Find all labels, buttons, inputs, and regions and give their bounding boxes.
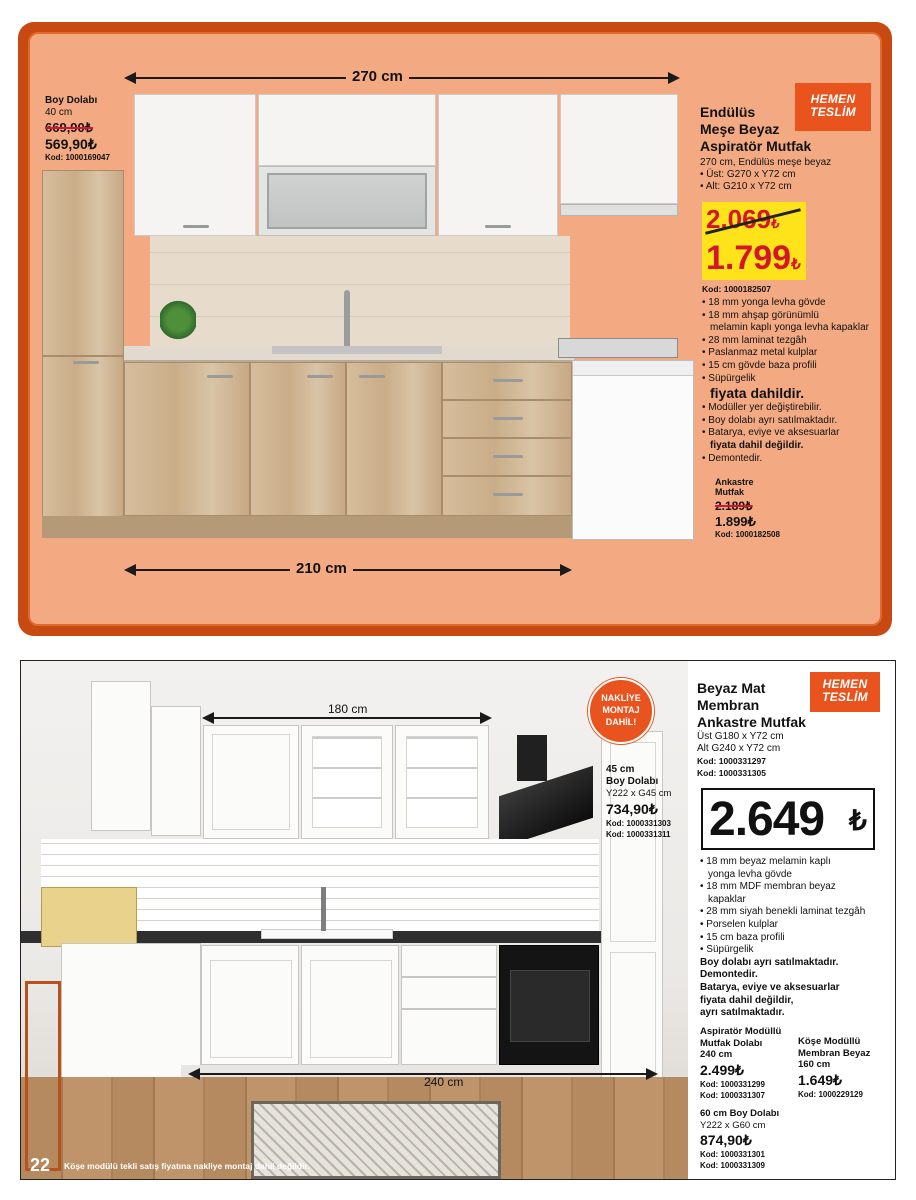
boy-old-price: 669,90₺ <box>45 120 94 135</box>
drawer <box>401 945 497 977</box>
feature-2b: melamin kaplı yonga levha kapaklar <box>710 322 869 334</box>
kose-line-1: Köşe Modüllü <box>798 1036 861 1047</box>
base-cabinet <box>346 362 442 516</box>
sink <box>261 929 393 939</box>
top-product-info <box>700 104 880 193</box>
product-title-1: Endülüs <box>700 104 756 120</box>
product-desc: 270 cm, Endülüs meşe beyaz <box>700 157 832 168</box>
plinth <box>42 516 572 538</box>
hemen-label: HEMEN <box>822 677 868 691</box>
teslim-label: TESLİM <box>810 105 856 119</box>
wall-cabinet <box>438 94 558 236</box>
price-currency: ₺ <box>849 805 867 836</box>
note-2: • Boy dolabı ayrı satılmaktadır. <box>702 414 838 426</box>
base-cabinet <box>61 943 201 1083</box>
nakliye-line-2: MONTAJ <box>602 705 640 715</box>
note-4: • Demontedir. <box>702 452 763 464</box>
ankastre-new-price: 1.899₺ <box>715 514 756 529</box>
kose-price: 1.649₺ <box>798 1071 842 1088</box>
boy45-size: Y222 x G45 cm <box>606 788 672 799</box>
aspirator-price: 2.499₺ <box>700 1061 744 1078</box>
base-cabinet <box>124 362 250 516</box>
boy45-code-2: Kod: 1000331311 <box>606 830 671 839</box>
new-price: 1.799₺ <box>706 239 801 277</box>
feature-1b: yonga levha gövde <box>708 868 792 880</box>
kitchen-image-bottom <box>21 661 688 1179</box>
backsplash <box>150 236 570 348</box>
base-cabinet <box>250 362 346 516</box>
note-2: Demontedir. <box>700 969 758 981</box>
aspirator-line-3: 240 cm <box>700 1049 733 1060</box>
product-spec-1: Üst G180 x Y72 cm <box>697 731 784 742</box>
feature-4: • Porselen kulplar <box>700 918 778 930</box>
sink <box>272 346 442 354</box>
ankastre-title-1: Ankastre <box>715 477 754 487</box>
bottom-product-info <box>697 677 887 779</box>
corner-wall-cabinet <box>91 681 151 831</box>
wall-cabinet <box>560 94 678 204</box>
dimension-180 <box>202 702 492 728</box>
kose-line-3: 160 cm <box>798 1059 831 1070</box>
boy-dolabi-info <box>45 95 135 162</box>
dimension-270-label: 270 cm <box>346 68 409 85</box>
product-title-2: Meşe Beyaz <box>700 121 780 137</box>
faucet <box>344 290 350 350</box>
feature-3: • 28 mm laminat tezgâh <box>702 334 807 346</box>
note-5: ayrı satılmaktadır. <box>700 1007 785 1019</box>
boy45-price: 734,90₺ <box>606 801 658 817</box>
feature-4: • Paslanmaz metal kulplar <box>702 347 818 359</box>
aspirator-line-2: Mutfak Dolabı <box>700 1037 763 1049</box>
toaster-oven <box>41 887 137 947</box>
top-features <box>702 283 882 465</box>
nakliye-line-3: DAHİL! <box>605 717 637 727</box>
boy60-code-1: Kod: 1000331301 <box>700 1150 765 1159</box>
product-title-1: Beyaz Mat <box>697 680 766 696</box>
kose-modul-info <box>798 1036 890 1100</box>
note-3: Batarya, eviye ve aksesuarlar <box>700 981 840 993</box>
boy45-line-2: Boy Dolabı <box>606 776 659 787</box>
dimension-270 <box>124 68 680 88</box>
product-spec-2: • Alt: G210 x Y72 cm <box>700 181 792 192</box>
dimension-240-label: 240 cm <box>424 1075 464 1089</box>
drawer <box>442 400 572 438</box>
page-number: 22 <box>30 1155 51 1175</box>
footnote: Köşe modülü tekli satış fiyatına nakliye montaj dahil değildir. <box>64 1161 310 1171</box>
drawer <box>401 977 497 1009</box>
kitchen-image-top <box>42 90 702 542</box>
price-box <box>701 788 875 850</box>
note-3b: fiyata dahil değildir. <box>710 439 804 451</box>
drawer <box>442 438 572 476</box>
kose-code: Kod: 1000229129 <box>798 1089 863 1099</box>
product-code: Kod: 1000182507 <box>702 284 771 294</box>
dimension-180-label: 180 cm <box>328 702 368 716</box>
nakliye-montaj-badge <box>588 678 654 744</box>
boy60-price: 874,90₺ <box>700 1132 752 1148</box>
range-hood <box>517 735 547 781</box>
dishwasher <box>572 360 694 540</box>
range-hood <box>560 204 678 216</box>
drawer <box>442 476 572 516</box>
teslim-label: TESLİM <box>822 690 868 704</box>
feature-6: • Süpürgelik <box>700 944 754 956</box>
ankastre-old-price: 2.189₺ <box>715 499 753 513</box>
wall-cabinet <box>134 94 256 236</box>
old-price: 2.069₺ <box>706 204 780 234</box>
boy45-code-1: Kod: 1000331303 <box>606 819 671 828</box>
feature-2b: kapaklar <box>708 893 746 905</box>
boy-new-price: 569,90₺ <box>45 136 97 152</box>
oven <box>499 945 599 1065</box>
feature-5: • 15 cm gövde baza profili <box>702 359 817 371</box>
tall-cabinet <box>42 170 124 528</box>
drawer <box>442 362 572 400</box>
boy-size: 40 cm <box>45 107 73 118</box>
feature-2: • 18 mm ahşap görünümlü <box>702 309 819 321</box>
product-code-1: Kod: 1000331297 <box>697 756 766 766</box>
storage-rack <box>25 981 61 1171</box>
bottom-features <box>700 856 890 1020</box>
feature-6: • Süpürgelik <box>702 372 756 384</box>
included-note: fiyata dahildir. <box>710 385 805 402</box>
gas-hob <box>558 338 678 358</box>
glass-wall-cabinet <box>395 725 489 839</box>
corner-wall-cabinet <box>151 706 201 836</box>
price: 2.649 <box>709 793 825 846</box>
dimension-240 <box>188 1064 658 1089</box>
drawer <box>401 1009 497 1065</box>
hemen-label: HEMEN <box>810 92 856 106</box>
feature-3: • 28 mm siyah benekli laminat tezgâh <box>700 906 866 918</box>
plant <box>160 300 196 340</box>
note-3: • Batarya, eviye ve aksesuarlar <box>702 427 840 439</box>
boy60-line-2: Y222 x G60 cm <box>700 1119 766 1131</box>
base-cabinet <box>201 945 299 1065</box>
kose-line-2: Membran Beyaz <box>798 1047 871 1059</box>
dimension-210 <box>124 560 572 580</box>
boy-code: Kod: 1000169047 <box>45 153 110 162</box>
aspirator-modul-info <box>700 1026 800 1101</box>
feature-2: • 18 mm MDF membran beyaz <box>700 881 836 893</box>
product-title-3: Aspiratör Mutfak <box>700 138 812 154</box>
ankastre-info <box>715 477 805 539</box>
wall-cabinet <box>203 725 299 839</box>
boy-dolabi-60-info <box>700 1108 810 1171</box>
boy60-code-2: Kod: 1000331309 <box>700 1161 765 1170</box>
base-cabinet <box>301 945 399 1065</box>
faucet <box>321 887 326 931</box>
aspirator-code-1: Kod: 1000331299 <box>700 1079 765 1089</box>
note-1: Boy dolabı ayrı satılmaktadır. <box>700 956 839 968</box>
ankastre-code: Kod: 1000182508 <box>715 530 780 539</box>
note-1: • Modüller yer değiştirebilir. <box>702 402 822 414</box>
product-title-3: Ankastre Mutfak <box>697 714 806 730</box>
dimension-210-label: 210 cm <box>290 560 353 577</box>
product-title-2: Membran <box>697 697 760 713</box>
aspirator-line-1: Aspiratör Modüllü <box>700 1026 782 1037</box>
feature-1: • 18 mm beyaz melamin kaplı <box>700 856 831 867</box>
note-4: fiyata dahil değildir, <box>700 994 794 1006</box>
glass-wall-cabinet <box>301 725 393 839</box>
boy-title: Boy Dolabı <box>45 95 98 106</box>
price-box <box>702 202 806 280</box>
nakliye-line-1: NAKLİYE <box>601 693 641 703</box>
glass-cabinet <box>258 166 436 236</box>
ankastre-title-2: Mutfak <box>715 487 744 497</box>
boy45-line-1: 45 cm <box>606 764 635 775</box>
wall-cabinet <box>258 94 436 166</box>
boy60-line-1: 60 cm Boy Dolabı <box>700 1108 780 1119</box>
boy-dolabi-45-info <box>606 764 692 840</box>
product-spec-2: Alt G240 x Y72 cm <box>697 743 781 754</box>
product-spec-1: • Üst: G270 x Y72 cm <box>700 169 796 180</box>
product-code-2: Kod: 1000331305 <box>697 768 766 778</box>
feature-5: • 15 cm baza profili <box>700 931 785 943</box>
aspirator-code-2: Kod: 1000331307 <box>700 1090 765 1100</box>
feature-1: • 18 mm yonga levha gövde <box>702 297 826 308</box>
